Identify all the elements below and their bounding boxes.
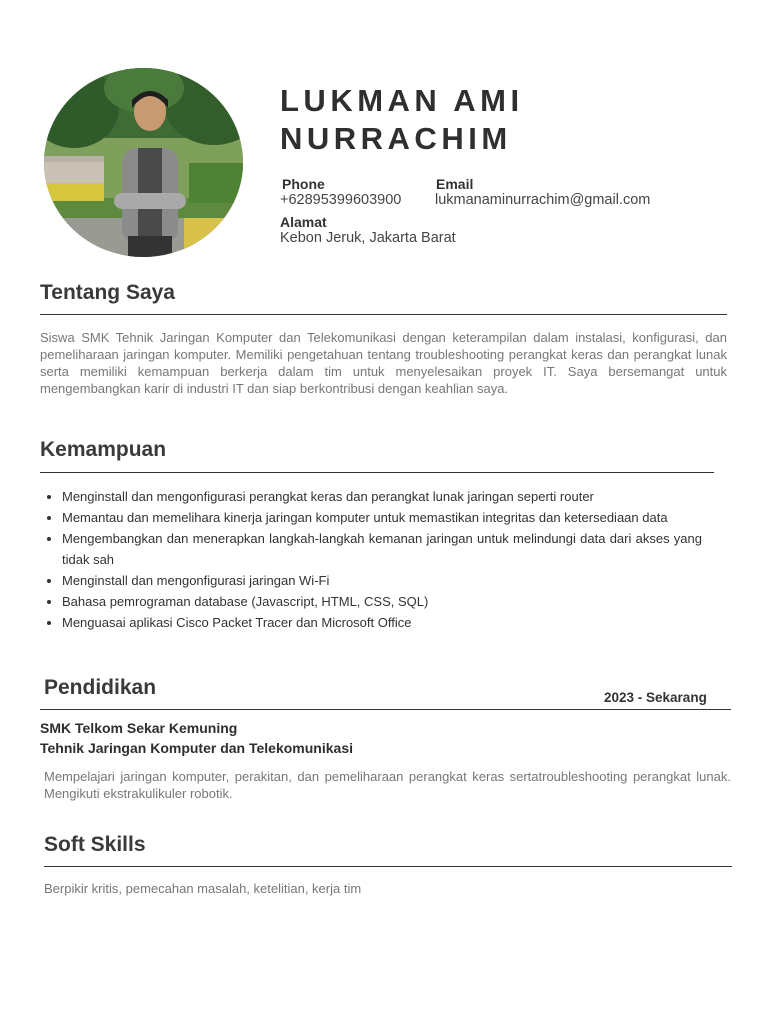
email-label: Email bbox=[436, 176, 474, 192]
about-text: Siswa SMK Tehnik Jaringan Komputer dan Telekomunikasi dengan keterampilan dalam instalasi, konfigurasi, dan pemeliharaan jaringan komputer. Memiliki pengetahuan tentang troubleshooting perangkat keras dan perangkat lunak serta memiliki kemampuan berkerja dalam tim untuk menyelesaikan proyek IT. Saya bersemangat untuk mengembangkan karir di industri IT dan siap berkontribusi dengan keahlian saya. bbox=[40, 330, 727, 396]
skills-divider bbox=[40, 472, 714, 473]
soft-skills-heading: Soft Skills bbox=[44, 833, 146, 856]
about-divider bbox=[40, 314, 727, 315]
name-line-2: NURRACHIM bbox=[280, 121, 512, 156]
about-heading: Tentang Saya bbox=[40, 281, 175, 304]
school-major: Tehnik Jaringan Komputer dan Telekomunikasi bbox=[40, 740, 353, 756]
profile-photo bbox=[44, 68, 243, 257]
education-period: 2023 - Sekarang bbox=[604, 690, 707, 705]
candidate-name bbox=[280, 82, 700, 158]
address-label: Alamat bbox=[280, 214, 327, 230]
skill-item: • Bahasa pemrograman database (Javascript, HTML, CSS, SQL) bbox=[62, 591, 702, 612]
profile-photo-illustration bbox=[44, 68, 243, 257]
skill-item: • Mengembangkan dan menerapkan langkah-langkah kemanan jaringan untuk melindungi data dari akses yang tidak sah bbox=[62, 528, 702, 570]
skill-item: • Memantau dan memelihara kinerja jaringan komputer untuk memastikan integritas dan ketersediaan data bbox=[62, 507, 702, 528]
soft-skills-divider bbox=[44, 866, 732, 867]
school-name: SMK Telkom Sekar Kemuning bbox=[40, 720, 238, 736]
education-description: Mempelajari jaringan komputer, perakitan, dan pemeliharaan perangkat keras sertatroubleshooting perangkat lunak. Mengikuti ekstrakulikuler robotik. bbox=[44, 769, 731, 801]
education-heading: Pendidikan bbox=[44, 676, 157, 699]
skill-item: • Menguasai aplikasi Cisco Packet Tracer dan Microsoft Office bbox=[62, 612, 702, 633]
skills-list bbox=[40, 486, 702, 633]
address-value: Kebon Jeruk, Jakarta Barat bbox=[280, 230, 456, 246]
skill-item: • Menginstall dan mengonfigurasi jaringan Wi-Fi bbox=[62, 570, 702, 591]
name-line-1: LUKMAN AMI bbox=[280, 83, 524, 118]
phone-value: +62895399603900 bbox=[280, 192, 402, 208]
education-divider bbox=[40, 709, 731, 710]
skills-heading: Kemampuan bbox=[40, 438, 167, 461]
skill-item: • Menginstall dan mengonfigurasi perangkat keras dan perangkat lunak jaringan seperti router bbox=[62, 486, 702, 507]
email-value: lukmanaminurrachim@gmail.com bbox=[435, 192, 651, 208]
soft-skills-text: Berpikir kritis, pemecahan masalah, ketelitian, kerja tim bbox=[44, 881, 362, 896]
phone-label: Phone bbox=[282, 176, 325, 192]
